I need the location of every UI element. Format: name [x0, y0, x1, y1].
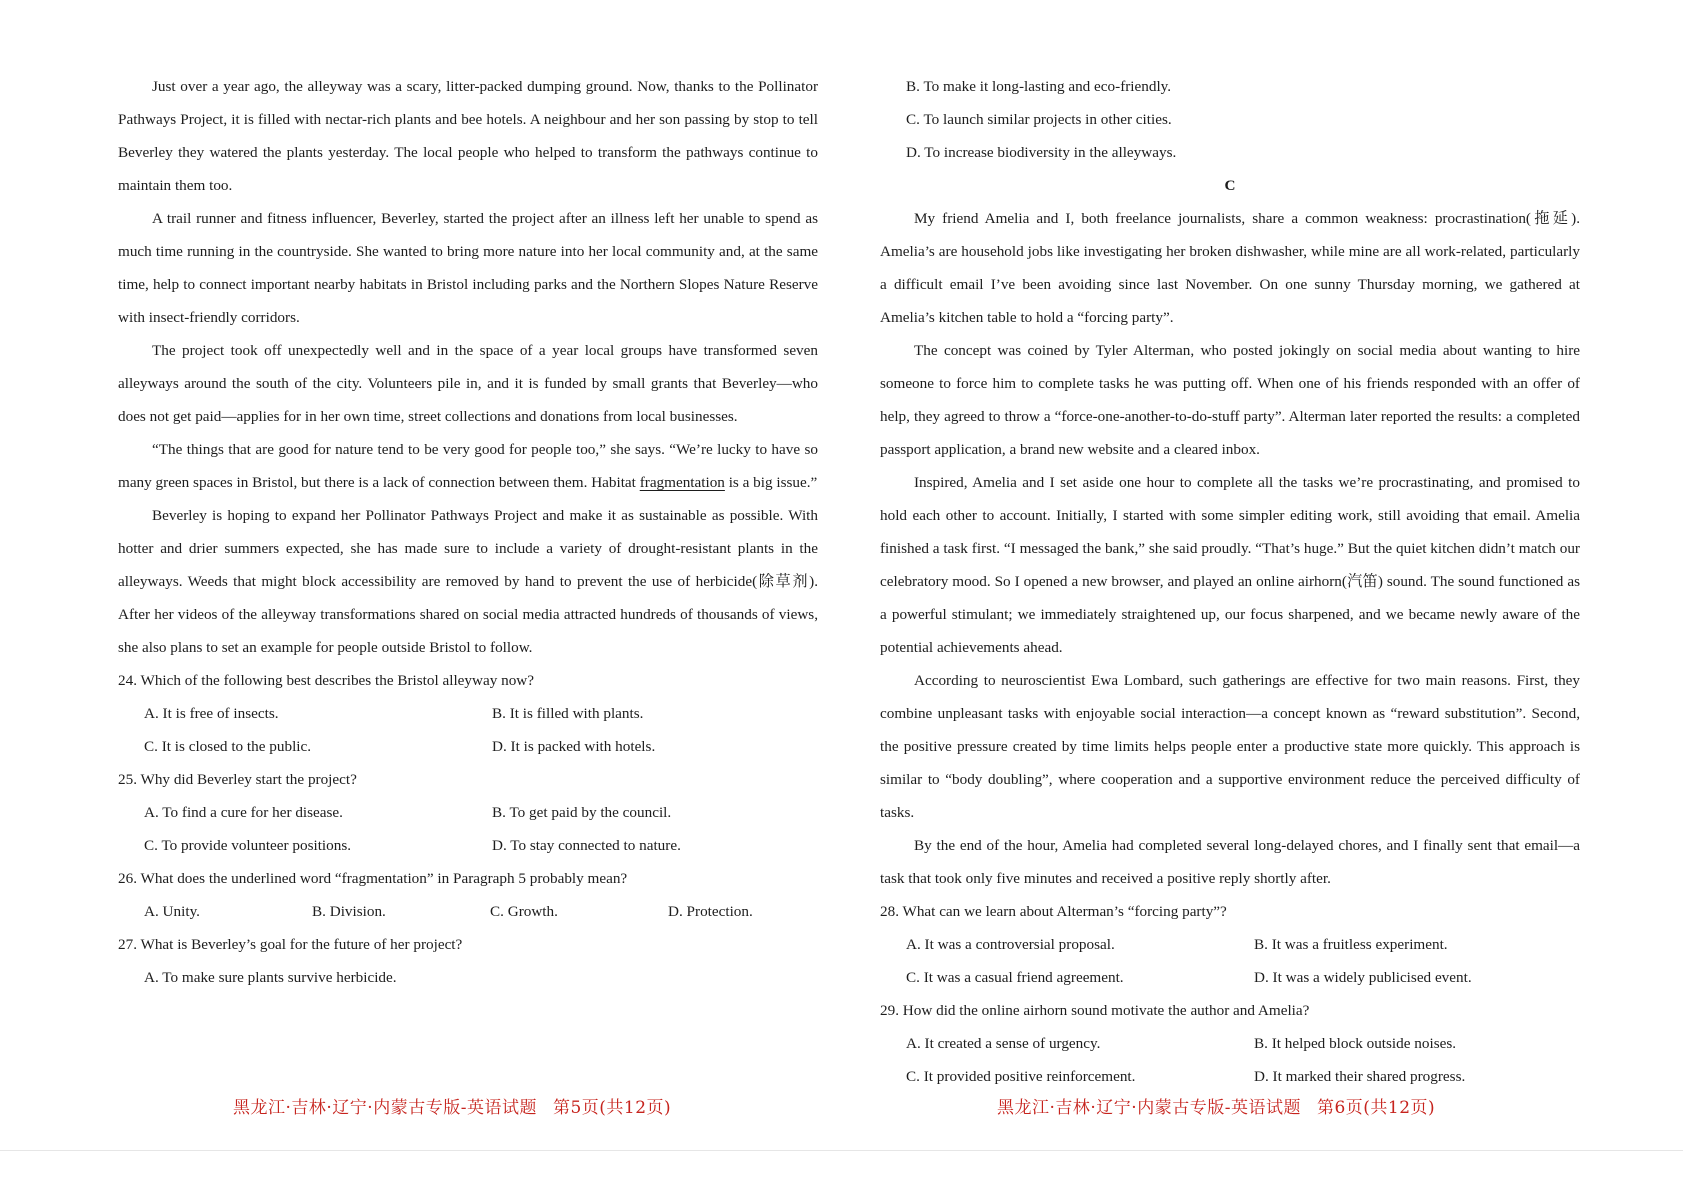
option-25-a: A. To find a cure for her disease. — [144, 804, 343, 821]
option-29-b: B. It helped block outside noises. — [1254, 1035, 1457, 1052]
right-page-footer — [997, 1093, 1435, 1118]
question-24-options-row-1 — [118, 697, 818, 730]
question-24-options-row-2 — [118, 730, 818, 763]
option-27-a: A. To make sure plants survive herbicide. — [144, 969, 397, 986]
option-28-c: C. It was a casual friend agreement. — [906, 969, 1124, 986]
question-25: 25. Why did Beverley start the project? — [118, 771, 357, 788]
left-page-column — [118, 70, 818, 994]
option-24-d: D. It is packed with hotels. — [492, 738, 656, 755]
option-28-d: D. It was a widely publicised event. — [1254, 969, 1472, 986]
option-25-d: D. To stay connected to nature. — [492, 837, 681, 854]
passage-c-paragraph-2: The concept was coined by Tyler Alterman, who posted jokingly on social media about wanting to hire someone to force him to complete tasks he was putting off. When one of his friends responded with an offer of help, they agreed to throw a “force-one-another-to-do-stuff party”. Alterman later reported the results: a completed passport application, a brand new website and a cleared inbox. — [880, 342, 1580, 458]
passage-b-paragraph-2: A trail runner and fitness influencer, Beverley, started the project after an illness left her unable to spend as much time running in the countryside. She wanted to bring more nature into her local community and, at the same time, help to connect important nearby habitats in Bristol including parks and the Northern Slopes Nature Reserve with insect-friendly corridors. — [118, 210, 818, 326]
question-26-options-row — [118, 895, 818, 928]
option-26-c: C. Growth. — [490, 903, 558, 920]
passage-b-paragraph-4 — [118, 433, 818, 499]
question-28-options-row-1 — [880, 928, 1580, 961]
question-27: 27. What is Beverley’s goal for the future of her project? — [118, 936, 463, 953]
question-25-options-row-1 — [118, 796, 818, 829]
right-page-column — [880, 70, 1580, 1093]
left-page-footer — [233, 1093, 671, 1118]
passage-c-paragraph-1: My friend Amelia and I, both freelance journalists, share a common weakness: procrastination(拖延). Amelia’s are household jobs like investigating her broken dishwasher, while mine are all work-related, particularly a difficult email I’ve been avoiding since last November. On one sunny Thursday morning, we gathered at Amelia’s kitchen table to hold a “forcing party”. — [880, 210, 1580, 326]
question-28: 28. What can we learn about Alterman’s “forcing party”? — [880, 903, 1227, 920]
footer-exam-title: 黑龙江·吉林·辽宁·内蒙古专版-英语试题 — [233, 1098, 537, 1118]
option-27-d: D. To increase biodiversity in the alleyways. — [906, 144, 1177, 161]
question-25-options-row-2 — [118, 829, 818, 862]
footer-page-number: 第5页(共12页) — [552, 1098, 672, 1118]
passage-b-paragraph-3: The project took off unexpectedly well and in the space of a year local groups have transformed seven alleyways around the south of the city. Volunteers pile in, and it is funded by small grants that Beverley—who does not get paid—applies for in her own time, street collections and donations from local businesses. — [118, 342, 818, 425]
scan-bottom-edge — [0, 1150, 1683, 1151]
question-29-options-row-2 — [880, 1060, 1580, 1093]
paragraph-4-text-after: is a big issue.” — [724, 474, 818, 491]
option-28-b: B. It was a fruitless experiment. — [1254, 936, 1448, 953]
option-26-b: B. Division. — [312, 903, 386, 920]
option-25-c: C. To provide volunteer positions. — [144, 837, 352, 854]
option-26-d: D. Protection. — [668, 903, 753, 920]
option-29-c: C. It provided positive reinforcement. — [906, 1068, 1136, 1085]
paragraph-4-text-before: “The things that are good for nature tend to be very good for people too,” she says. “We’re lucky to have so many green spaces in Bristol, but there is a lack of connection between them. Habitat — [118, 441, 818, 491]
option-29-d: D. It marked their shared progress. — [1254, 1068, 1466, 1085]
underlined-word-fragmentation: fragmentation — [639, 474, 725, 491]
footer-page-number: 第6页(共12页) — [1316, 1098, 1436, 1118]
passage-c-paragraph-5: By the end of the hour, Amelia had completed several long-delayed chores, and I finally sent that email—a task that took only five minutes and received a positive reply shortly after. — [880, 837, 1580, 887]
option-25-b: B. To get paid by the council. — [492, 804, 672, 821]
question-26: 26. What does the underlined word “fragmentation” in Paragraph 5 probably mean? — [118, 870, 628, 887]
passage-c-paragraph-4: According to neuroscientist Ewa Lombard, such gatherings are effective for two main reasons. First, they combine unpleasant tasks with enjoyable social interaction—a concept known as “reward substitution”. Second, the positive pressure created by time limits helps people enter a productive state more quickly. This approach is similar to “body doubling”, where cooperation and a supportive environment reduce the perceived difficulty of tasks. — [880, 672, 1580, 821]
option-24-a: A. It is free of insects. — [144, 705, 279, 722]
option-27-b: B. To make it long-lasting and eco-friendly. — [906, 78, 1172, 95]
question-24: 24. Which of the following best describes the Bristol alleyway now? — [118, 672, 535, 689]
passage-c-paragraph-3: Inspired, Amelia and I set aside one hour to complete all the tasks we’re procrastinating, and promised to hold each other to account. Initially, I started with some simpler editing work, still avoiding that email. Amelia finished a task first. “I messaged the bank,” she said proudly. “That’s huge.” But the quiet kitchen didn’t match our celebratory mood. So I opened a new browser, and played an online airhorn(汽笛) sound. The sound functioned as a powerful stimulant; we immediately straightened up, our focus sharpened, and we became newly aware of the potential achievements ahead. — [880, 474, 1580, 656]
question-28-options-row-2 — [880, 961, 1580, 994]
passage-b-paragraph-5: Beverley is hoping to expand her Pollinator Pathways Project and make it as sustainable as possible. With hotter and drier summers expected, she has made sure to include a variety of drought-resistant plants in the alleyways. Weeds that might block accessibility are removed by hand to prevent the use of herbicide(除草剂). After her videos of the alleyway transformations shared on social media attracted hundreds of thousands of views, she also plans to set an example for people outside Bristol to follow. — [118, 507, 818, 656]
option-24-b: B. It is filled with plants. — [492, 705, 644, 722]
question-29-options-row-1 — [880, 1027, 1580, 1060]
option-28-a: A. It was a controversial proposal. — [906, 936, 1115, 953]
passage-b-paragraph-1: Just over a year ago, the alleyway was a scary, litter-packed dumping ground. Now, thanks to the Pollinator Pathways Project, it is filled with nectar-rich plants and bee hotels. A neighbour and her son passing by stop to tell Beverley they watered the plants yesterday. The local people who helped to transform the pathways continue to maintain them too. — [118, 78, 818, 194]
footer-exam-title: 黑龙江·吉林·辽宁·内蒙古专版-英语试题 — [997, 1098, 1301, 1118]
option-29-a: A. It created a sense of urgency. — [906, 1035, 1101, 1052]
section-label-c: C — [1224, 177, 1236, 194]
option-27-c: C. To launch similar projects in other cities. — [906, 111, 1172, 128]
option-26-a: A. Unity. — [144, 903, 200, 920]
option-24-c: C. It is closed to the public. — [144, 738, 312, 755]
question-29: 29. How did the online airhorn sound motivate the author and Amelia? — [880, 1002, 1310, 1019]
